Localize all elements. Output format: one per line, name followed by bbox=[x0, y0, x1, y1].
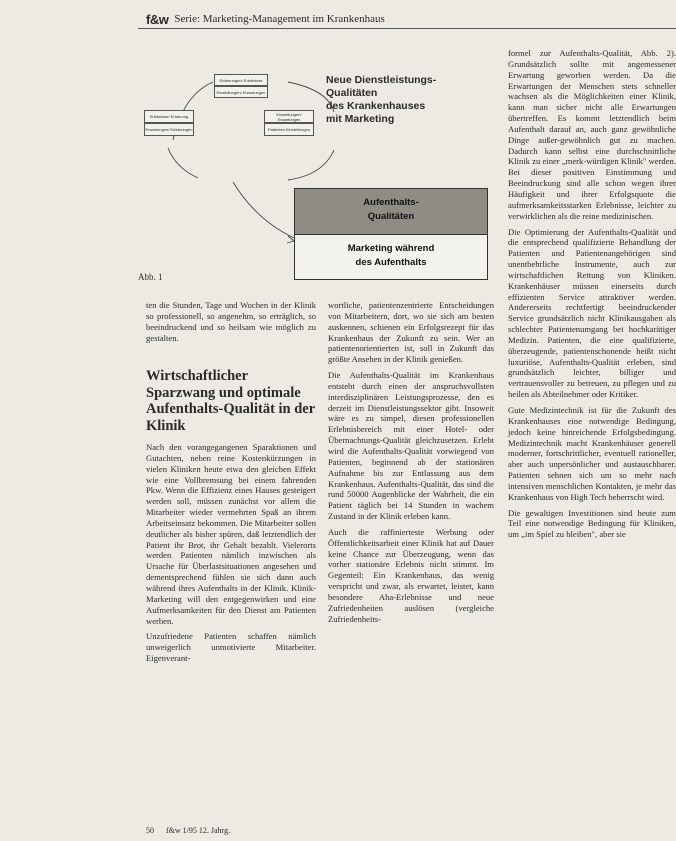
journal-logo: f&w bbox=[146, 11, 169, 27]
diagram-box: Erlebnisse/ Erfahrung bbox=[144, 110, 194, 123]
column-1 bbox=[146, 442, 316, 669]
diagram-box: Patienten Einstellungen bbox=[264, 123, 314, 136]
column-3 bbox=[508, 48, 676, 545]
paragraph: Gute Medizintechnik ist für die Zukunft des Krankenhauses eine notwendige Bedingung, jedoch keine hinreichende Erfolgsbedingung. Medizintechnik macht Krankenhäuser generell moderner, fortschrittlicher, eventuell rationeller, aber auch unpersönlicher und austauschbarer. Patienten sehnen sich um so mehr nach intensiven menschlichen Kontakten, je mehr das Krankenhaus von High Tech beherrscht wird. bbox=[508, 405, 676, 502]
series-title: Serie: Marketing-Management im Krankenhaus bbox=[174, 13, 385, 25]
paragraph: Nach den vorangegangenen Sparaktionen und Gutachten, neben reine Kostenkürzungen in vielen Kliniken heute etwa den gleichen Effekt wie eine Vollbremsung bei einem fahrenden Pkw. Wenn die Effizienz eines Hauses gesteigert werden soll, müssen zunächst vor allem die Mitarbeiter wieder vermehrten Spaß an ihrem Arbeitseinsatz bekommen. Die Mitarbeiter sollen deutlicher als bisher spüren, daß letztendlich der Patient ihr Brot, ihr Gehalt bezahlt. Vielerorts werden Patienten nämlich inzwischen als Ursache für Überlastsituationen angesehen und dementsprechend fühlen sie sich dann auch während ihres Aufenthalts in der Klinik. Klinik-Marketing will den entgegenwirken und eine Aufmerksamkeiten für den Dienst am Patienten werben. bbox=[146, 442, 316, 626]
diagram-box: Erfahrungen/ Erlebnisse bbox=[214, 74, 268, 86]
figure-caption: Abb. 1 bbox=[138, 272, 163, 282]
journal-issue: f&w 1/95 12. Jahrg. bbox=[166, 826, 231, 835]
figure-title: Neue Dienstleistungs- Qualitäten des Krankenhauses mit Marketing bbox=[326, 74, 437, 125]
page-footer bbox=[146, 826, 230, 835]
column-1-top bbox=[146, 300, 316, 348]
section-heading: Wirtschaftlicher Sparzwang und optimale Aufenthalts-Qualität in der Klinik bbox=[146, 368, 315, 434]
paragraph: formel zur Aufenthalts-Qualität, Abb. 2). Grundsätzlich sollte mit angemessener Erwartung geworben werden. Da die Erwartungen der Menschen stets schneller wachsen als die Möglichkeiten einer Klinik, kann man sicher nicht alle Erwartungen übertreffen. Es kommt letztendlich beim Aufenthalt darauf an, auch ganz gewöhnliche Dinge außer-gewöhnlich gut zu machen. Dadurch kann selbst eine durchschnittliche Klinik zu einer „merk-würdigen Klinik" werden. Bei dieser positiven Einstimmung und Beeindruckung sind alle schon wegen ihrer Häufigkeit und ihrer Erfolgsquote die aufmerksamkeitsstarken Erlebnisse, leichter zu verwirklichen als die reine medizinischen. bbox=[508, 48, 676, 221]
paragraph: Die gewaltigen Investitionen sind heute zum Teil eine notwendige Bedingung für Kliniken, um „im Spiel zu bleiben", aber sie bbox=[508, 507, 676, 540]
marketing-panel: Marketing während des Aufenthalts bbox=[294, 234, 488, 280]
diagram-box: Einstellungen/ Erwartungen bbox=[264, 110, 314, 123]
figure-1 bbox=[138, 60, 488, 290]
paragraph: wortliche, patientenzentrierte Entscheidungen von Mitarbeitern, dort, wo sie sich am besten auskennen, schienen ein Erfolgsrezept für das Krankenhaus der Zukunft zu sein. Wer an patientenorientierten ist, soll in Zukunft das größte Ansehen in der Klinik genießen. bbox=[328, 300, 494, 365]
paragraph: ten die Stunden, Tage und Wochen in der Klinik so professionell, so angenehm, so erträglich, so beeindruckend und so heilsam wie möglich zu gestalten. bbox=[146, 300, 316, 343]
header-rule bbox=[138, 28, 676, 29]
aufenthalts-qualitaeten-panel: Aufenthalts- Qualitäten bbox=[294, 188, 488, 236]
page-header bbox=[146, 10, 385, 28]
page-number: 50 bbox=[146, 826, 154, 835]
diagram-box: Einstellungen/ Erwartungen bbox=[214, 86, 268, 98]
column-2 bbox=[328, 300, 494, 629]
paragraph: Unzufriedene Patienten schaffen nämlich unweigerlich unmotivierte Mitarbeiter. Eigenverant- bbox=[146, 631, 316, 664]
diagram-box: Erwartungen/ Erfahrungen bbox=[144, 123, 194, 136]
paragraph: Auch die raffinierteste Werbung oder Öffentlichkeitsarbeit einer Klinik hat auf Dauer keine Chance zur Überzeugung, wenn das vorher stationäre Erlebnis nicht stimmt. Im Gegenteil: Ein Krankenhaus, das wenig verspricht und zwar, als erwartet, leistet, kann besondere Aha-Erlebnisse und neue Zufriedenheiten auslösen (vergleiche Zufriedenheits- bbox=[328, 526, 494, 624]
paragraph: Die Optimierung der Aufenthalts-Qualität und die entsprechend qualifizierte Behandlung der Patienten und Patientenangehörigen sind unentbehrliche Instrumente, auch zur wirtschaftlichen Rettung von Kliniken. Krankenhäuser müssen einerseits durch effizienten Service attraktiver werden. Andererseits rechtfertigt beeindruckender Service grundsätzlich nicht Klinikausgaben als schlechter Patientenumgang bei hochkarätiger Medizin. Patienten, die eine qualifizierte, überzeugende, patientenschonende heißt nicht luxuriöse, Aufenthalts-Qualität erleben, sind grundsätzlich leichter, billiger und vertrauensvoller zu betreuen, zu pflegen und zu heilen als Abteilnehmer oder Kritiker. bbox=[508, 226, 676, 400]
paragraph: Die Aufenthalts-Qualität im Krankenhaus entsteht durch einen der anspruchsvollsten interdisziplinären Leistungsprozesse, den es derzeit im Dienstleistungssektor gibt. Insoweit wäre es zu simpel, diesen professionellen Erlebnisbereich mit einer Hotel- oder Übernachtungs-Qualität gleichzusetzen. Erlebt wird die Aufenthalts-Qualität vorwiegend von Patienten, beginnend ab der stationären Aufnahme bis zur Entlassung aus dem Krankenhaus. Aufenthalts-Qualität, das sind die rund 50000 Augenblicke der Wahrheit, die ein Patient täglich bei 14 Stunden in wachem Zustand in der Klinik erleben kann. bbox=[328, 370, 494, 522]
